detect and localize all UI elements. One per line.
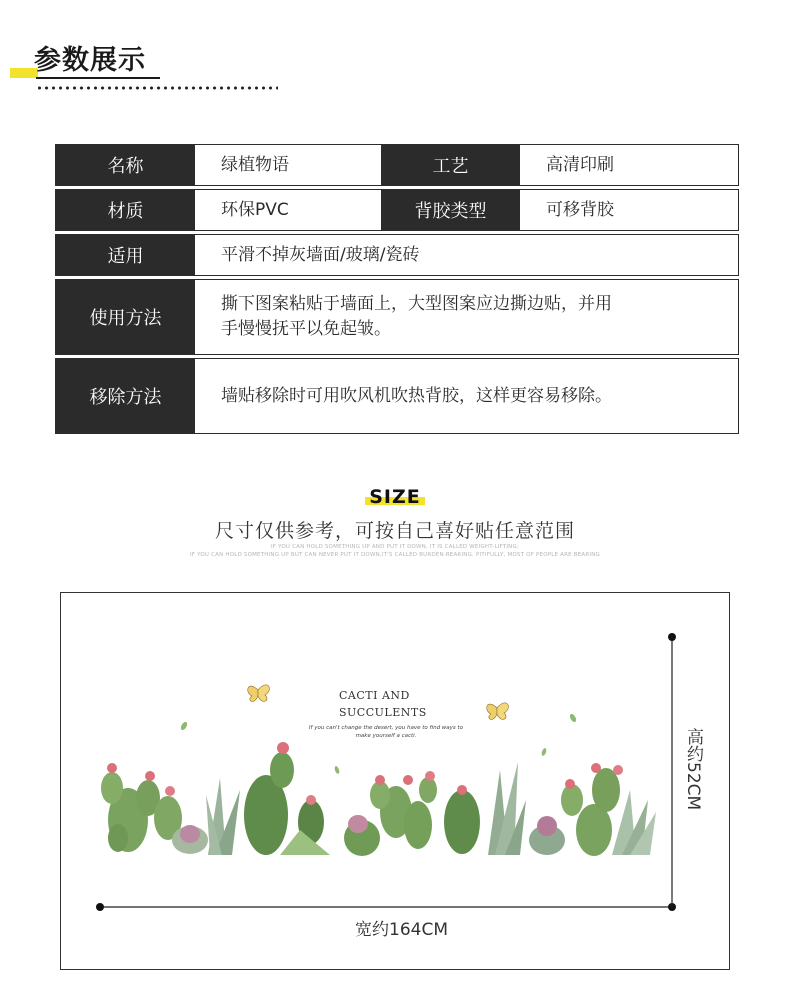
size-english-line-2: IF YOU CAN HOLD SOMETHING UP BUT CAN NEVER PUT IT DOWN,IT'S CALLED BURDEN-BEARING. PITIFULLY, MOST OF PEOPLE ARE BEARING <box>190 552 600 558</box>
spec-label-usage: 使用方法 <box>56 280 195 354</box>
width-label: 宽约164CM <box>355 920 448 940</box>
artwork-title <box>339 687 427 721</box>
spec-value-suitable: 平滑不掉灰墙面/玻璃/瓷砖 <box>221 244 420 265</box>
spec-value-adhesive: 可移背胶 <box>546 199 614 220</box>
artwork-caption-line-2: make yourself a cacti. <box>355 733 417 739</box>
size-subtitle: 尺寸仅供参考，可按自己喜好贴任意范围 <box>214 520 575 542</box>
spec-value-material: 环保PVC <box>221 199 289 220</box>
height-label: 高约52CM <box>683 728 703 811</box>
butterfly-icon <box>487 703 509 720</box>
section-title: 参数展示 <box>34 45 146 76</box>
cactus-group <box>101 742 656 856</box>
size-title: SIZE <box>365 486 425 508</box>
spec-label-suitable: 适用 <box>56 235 195 275</box>
artwork-title-line-2: SUCCULENTS <box>339 706 427 719</box>
butterfly-icon <box>248 685 270 702</box>
artwork-caption-line-1: If you can't change the desert, you have to find ways to <box>308 725 464 731</box>
spec-label-craft: 工艺 <box>381 145 520 185</box>
spec-label-material: 材质 <box>56 190 195 230</box>
spec-label-adhesive: 背胶类型 <box>381 190 520 230</box>
spec-value-craft: 高清印刷 <box>546 154 614 175</box>
width-dimension-line <box>96 903 676 911</box>
spec-value-removal: 墙贴移除时可用吹风机吹热背胶，这样更容易移除。 <box>221 385 612 406</box>
artwork-caption <box>302 724 470 740</box>
height-dimension-line <box>668 633 676 907</box>
artwork-title-line-1: CACTI AND <box>339 689 410 702</box>
spec-value-usage: 撕下图案粘贴于墙面上，大型图案应边撕边贴，并用手慢慢抚平以免起皱。 <box>221 294 612 339</box>
spec-label-name: 名称 <box>56 145 195 185</box>
spec-value-name: 绿植物语 <box>221 154 289 175</box>
spec-label-removal: 移除方法 <box>56 359 195 433</box>
size-english-line-1: IF YOU CAN HOLD SOMETHING UP AND PUT IT DOWN, IT IS CALLED WEIGHT-LIFTING; <box>270 544 520 550</box>
